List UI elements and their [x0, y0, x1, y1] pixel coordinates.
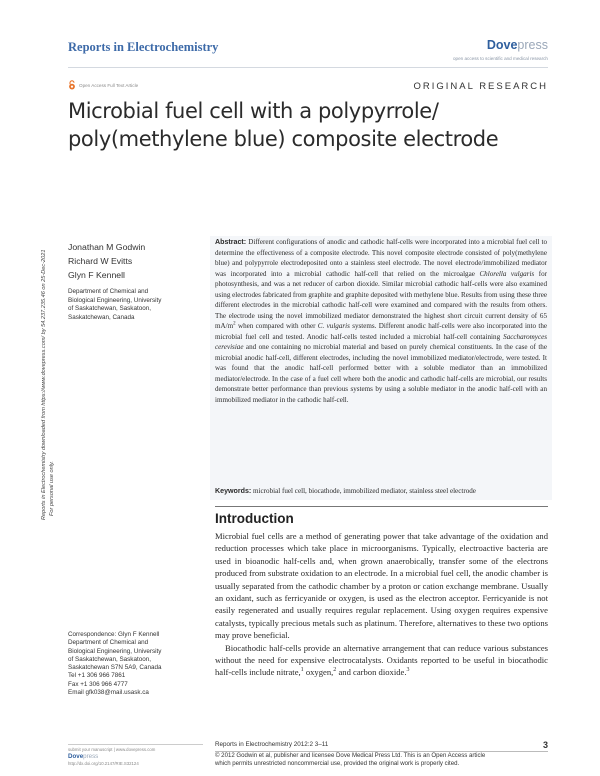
author-name: Richard W Evitts — [68, 256, 133, 266]
article-title-line-1: Microbial fuel cell with a polypyrrole/ — [68, 99, 439, 123]
paragraph-text: oxygen, — [303, 667, 334, 678]
affiliation-line: Saskatchewan, Canada — [68, 313, 135, 321]
reference-marker[interactable]: 2 — [333, 667, 337, 674]
download-side-note — [15, 155, 55, 525]
paragraph-text: Biocathodic half-cells provide an alternative arrangement that can reduce various substances without the need for expensive electrocatalysts. Oxidants reported to be useful in biocathodic half-cells include nitrate, — [215, 642, 548, 678]
header-divider — [68, 67, 548, 68]
abstract-text: Different configurations of anodic and cathodic half-cells were incorporated into a microbial fuel cell to determine the effectiveness of a composite electrode. This novel composite electrode consisted of poly(methylene blue) and polypyrrole electrodeposited onto a stainless steel electrode. The novel electrode/immobilized mediator was incorporated into a microbial cathodic half-cell that relied on the microalgae — [215, 238, 547, 278]
affiliation-line: Department of Chemical and — [68, 288, 149, 295]
abstract — [215, 237, 547, 405]
article-title-line-2: poly(methylene blue) composite electrode — [68, 127, 499, 151]
species-name: Saccharomyces cerevisiae — [215, 332, 547, 351]
doi-link[interactable]: http://dx.doi.org/10.2147/RIE.S32124 — [68, 761, 139, 766]
introduction-paragraph-1: Microbial fuel cells are a method of generating power that take advantage of the oxidation and reduction processes which take place in microorganisms. Typically, electroactive bacteria are used in bioanodic half-cells and, when grown anaerobically, transfer some of the electrons produced from substrate oxidation to an electrode. In a microbial fuel cell, the anodic chamber is usually separated from the cathodic chamber by a proton or cation exchange membrane. Usually an oxidant, such as ferricyanide or oxygen, is used as the electron acceptor. Ferricyanide is not easily regenerated and usually requires regular replacement. Using oxygen requires expensive catalysts, typically precious metals such as platinum. Therefore, alternatives to these two options may prove beneficial. — [215, 531, 548, 641]
submit-manuscript-link[interactable]: submit your manuscript | www.dovepress.com — [68, 747, 156, 752]
open-access-row — [68, 80, 138, 90]
correspondence-email[interactable]: Email gfk038@mail.usask.ca — [68, 689, 149, 697]
side-note-line-2: For personal use only. — [49, 461, 55, 516]
correspondence-line: Saskatchewan S7N 5A9, Canada — [68, 664, 162, 672]
species-name: Chlorella vulgaris — [479, 269, 535, 278]
correspondence-line: Correspondence: Glyn F Kennell — [68, 631, 160, 638]
side-note-line-1: Reports in Electrochemistry downloaded from https://www.dovepress.com/ by 54.237.235.46 on 25-Dec-2021 — [41, 249, 47, 520]
publisher-tagline: open access to scientific and medical research — [453, 56, 548, 61]
reference-marker[interactable]: 3 — [406, 667, 410, 674]
species-name: C. vulgaris — [317, 322, 350, 330]
author-list — [68, 240, 145, 282]
copyright-line: which permits unrestricted noncommercial use, provided the original work is properly cited. — [215, 760, 460, 767]
affiliation-line: of Saskatchewan, Saskatoon, — [68, 305, 151, 313]
abstract-text: systems. Different anodic half-cells were also incorporated into the microbial fuel cell and tested. Anodic half-cells tested included a microbial half-cell containing — [215, 322, 548, 341]
keywords — [215, 486, 547, 496]
reference-marker[interactable]: 1 — [300, 667, 304, 674]
author-affiliation — [68, 288, 203, 322]
publisher-logo — [487, 38, 548, 52]
footer-left — [68, 746, 155, 767]
author-name: Glyn F Kennell — [68, 270, 125, 280]
article-title — [68, 97, 538, 153]
article-type: ORIGINAL RESEARCH — [413, 81, 548, 92]
introduction-body — [215, 530, 548, 679]
abstract-text: for photosynthesis, and was a net reducer of carbon dioxide. Similar microbial cathodic half-cells were also examined using electrodes fabricated from graphite and graphite deposited with methylene blue. Results from using these three different electrodes in the microbial cathodic half-cell were examined and compared with the results from others. The electrode using the novel immobilized mediator demonstrated the highest short circuit current density of 65 mA/m — [215, 269, 547, 330]
publisher-logo-part2: press — [517, 38, 548, 52]
footer-divider-left — [68, 744, 203, 745]
journal-citation: Reports in Electrochemistry 2012:2 3–11 — [215, 741, 329, 748]
affiliation-line: Biological Engineering, University — [68, 296, 162, 304]
introduction-heading: Introduction — [215, 511, 294, 526]
footer-publisher-logo — [68, 753, 155, 760]
publisher-logo-part1: Dove — [486, 38, 518, 52]
footer-logo-part2: press — [83, 753, 99, 760]
author-name: Jonathan M Godwin — [68, 242, 146, 252]
page-number: 3 — [542, 740, 548, 750]
keywords-label: Keywords: — [215, 487, 252, 495]
journal-name: Reports in Electrochemistry — [68, 40, 219, 54]
open-access-label: Open Access Full Text Article — [79, 82, 139, 88]
correspondence-line: of Saskatchewan, Saskatoon, — [68, 655, 151, 663]
open-access-lock-icon — [68, 80, 76, 90]
correspondence-block — [68, 631, 203, 697]
correspondence-phone: Tel +1 306 966 7861 — [68, 672, 126, 680]
superscript: 2 — [233, 321, 236, 327]
keywords-text: microbial fuel cell, biocathode, immobilized mediator, stainless steel electrode — [251, 487, 476, 495]
correspondence-line: Department of Chemical and — [68, 639, 149, 647]
introduction-divider — [215, 506, 548, 507]
abstract-text: and one containing no microbial material and based on purely chemical constituents. In the case of the microbial anodic half-cell, different electrodes, including the novel immobilized mediator/electrode, were tested. It was found that the anodic half-cell performed better with a soluble mediator than an immobilized mediator/electrode. In the case of a fuel cell where both the anodic and cathodic half-cells are microbial, our results demonstrate better performance than previous systems by using a soluble mediator in the anodic half-cell with an immobilized mediator in the cathodic half-cell. — [215, 343, 547, 404]
abstract-label: Abstract: — [215, 238, 247, 246]
correspondence-fax: Fax +1 306 966 4777 — [68, 680, 128, 688]
abstract-text: when compared with other — [235, 322, 318, 330]
footer-logo-part1: Dove — [68, 753, 84, 760]
copyright-notice — [215, 752, 548, 768]
copyright-line: © 2012 Godwin et al, publisher and licensee Dove Medical Press Ltd. This is an Open Access article — [215, 752, 486, 759]
introduction-paragraph-2 — [215, 642, 548, 679]
correspondence-line: Biological Engineering, University — [68, 647, 162, 655]
paragraph-text: and carbon dioxide. — [336, 667, 407, 678]
